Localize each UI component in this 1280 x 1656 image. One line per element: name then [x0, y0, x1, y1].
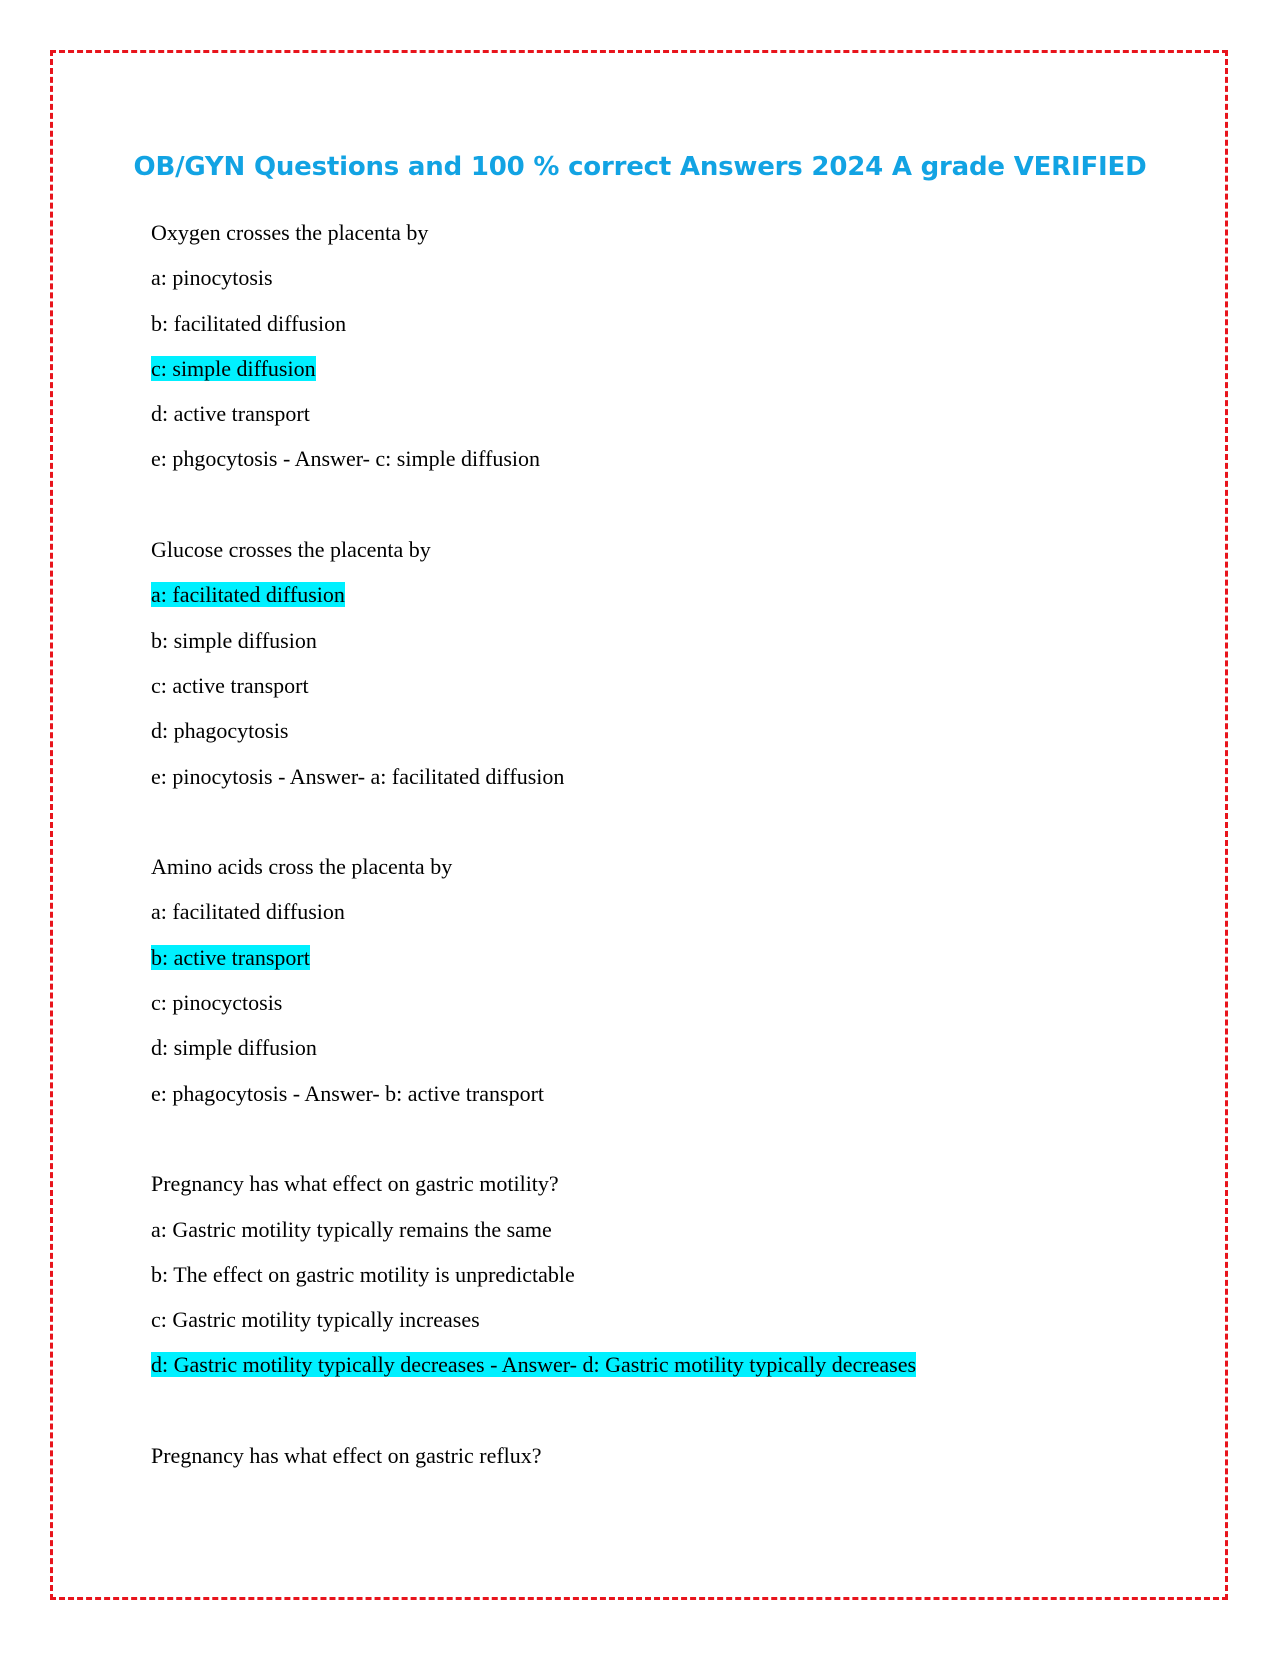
question-text: Glucose crosses the placenta by [151, 537, 431, 563]
option-d: d: active transport [151, 401, 310, 427]
option-c: c: Gastric motility typically increases [151, 1307, 480, 1333]
option-b: b: The effect on gastric motility is unpredictable [151, 1261, 575, 1287]
option-d: d: simple diffusion [151, 1035, 317, 1061]
option-b: b: simple diffusion [151, 627, 317, 653]
spacer [151, 490, 1191, 535]
question-block [151, 852, 1191, 1169]
document-title: OB/GYN Questions and 100 % correct Answers 2024 A grade VERIFIED [133, 152, 1147, 182]
question-text: Pregnancy has what effect on gastric motility? [151, 1171, 559, 1197]
spacer [151, 1396, 1191, 1441]
highlighted-answer: b: active transport [151, 944, 310, 970]
option-b: b: facilitated diffusion [151, 310, 347, 336]
question-block [151, 1169, 1191, 1441]
option-a: a: Gastric motility typically remains the same [151, 1216, 552, 1242]
spacer [151, 807, 1191, 852]
option-e-answer: e: phgocytosis - Answer- c: simple diffusion [151, 446, 540, 472]
option-a: a: facilitated diffusion [151, 899, 345, 925]
question-text: Oxygen crosses the placenta by [151, 220, 429, 245]
question-block [151, 1441, 1191, 1486]
option-d-correct [151, 1350, 1191, 1395]
highlighted-answer: d: Gastric motility typically decreases - Answer- d: Gastric motility typically decreases [151, 1352, 917, 1378]
question-text: Amino acids cross the placenta by [151, 854, 453, 880]
option-e-answer: e: pinocytosis - Answer- a: facilitated diffusion [151, 763, 565, 789]
question-text: Pregnancy has what effect on gastric reflux? [151, 1443, 542, 1469]
option-b-correct [151, 943, 1191, 988]
option-a: a: pinocytosis [151, 265, 273, 291]
highlighted-answer: c: simple diffusion [151, 355, 316, 381]
option-c: c: pinocyctosis [151, 990, 283, 1016]
option-e-answer: e: phagocytosis - Answer- b: active transport [151, 1080, 545, 1106]
option-d: d: phagocytosis [151, 718, 289, 744]
question-list [151, 218, 1191, 1486]
question-block [151, 218, 1191, 535]
question-block [151, 535, 1191, 852]
option-a-correct [151, 580, 1191, 625]
highlighted-answer: a: facilitated diffusion [151, 582, 345, 608]
option-c: c: active transport [151, 672, 309, 698]
option-c-correct [151, 354, 1191, 399]
spacer [151, 1124, 1191, 1169]
